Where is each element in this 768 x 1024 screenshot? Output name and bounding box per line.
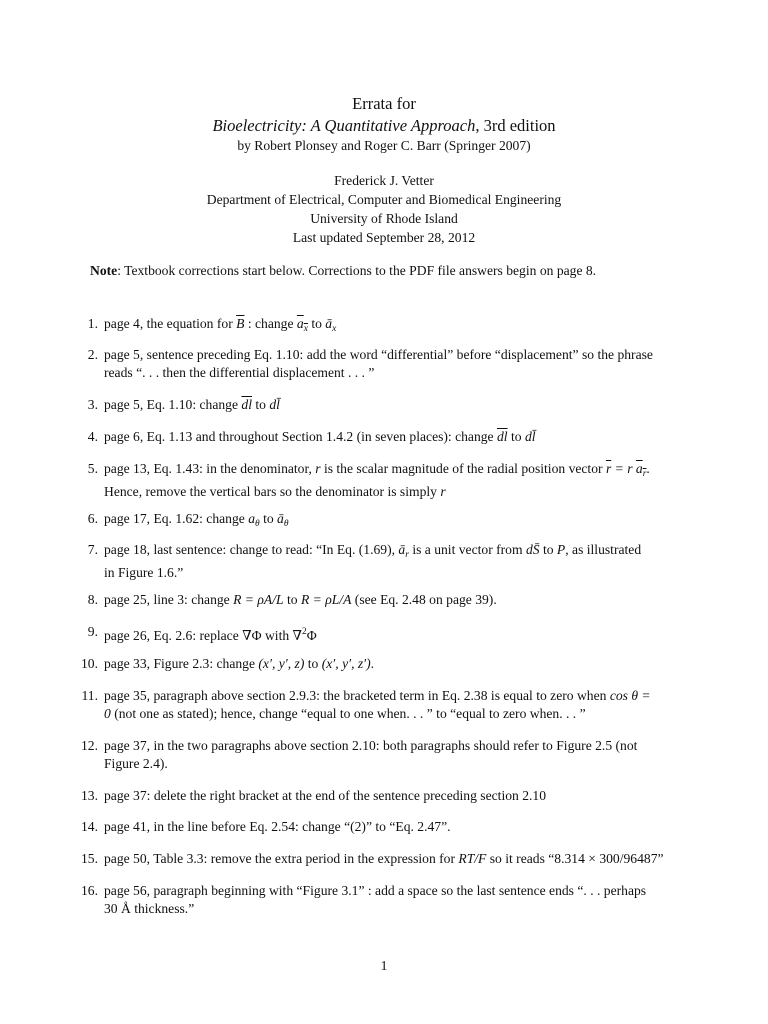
author-affiliation [0, 171, 768, 247]
page-number: 1 [380, 958, 388, 973]
errata-item: 6. page 17, Eq. 1.62: change $a_\theta$ to $ā_\theta$ [104, 510, 724, 533]
errata-item: 12. page 37, in the two paragraphs above section 2.10: both paragraphs should refer to Figure 2.5 (not Figure 2.4). [104, 737, 724, 773]
item-number: 15. [81, 851, 98, 866]
item-number: 12. [81, 738, 98, 753]
errata-author: Frederick J. Vetter [334, 173, 434, 188]
item-number: 9. [87, 624, 98, 639]
errata-item: 4. page 6, Eq. 1.13 and throughout Section 1.4.2 (in seven places): change $\overline{dl}$ to dl̄ [104, 428, 724, 446]
errata-item: 15. page 50, Table 3.3: remove the extra period in the expression for RT/F so it reads “8.314 × 300/96487” [104, 850, 724, 868]
errata-item: 2. page 5, sentence preceding Eq. 1.10: add the word “differential” before “displacement” so the phrase reads “. . . then the differential displacement . . . ” [104, 346, 724, 382]
book-edition: , 3rd edition [475, 116, 556, 135]
math-new-symbol: dl̄ [524, 429, 536, 444]
math-unit-vector: $ā_r$ [398, 542, 409, 560]
math-vector-b: $\overline{B}$ [236, 316, 245, 331]
math-new-symbol: $ā_x$ [325, 316, 337, 334]
item-number: 13. [81, 788, 98, 803]
item-number: 7. [87, 542, 98, 557]
math-expression: RT/F [458, 851, 487, 866]
math-old-coords: (x′, y′, z) [258, 656, 305, 671]
math-new-equation: R = ρL/A [300, 592, 352, 607]
item-number: 10. [81, 656, 98, 671]
item-number: 5. [87, 461, 98, 476]
errata-item: 11. page 35, paragraph above section 2.9.3: the bracketed term in Eq. 2.38 is equal to zero when cos θ = 0 (not one as stated); hence, change “equal to one when. . . ” to “equal to zero when. . . ” [104, 687, 724, 723]
math-new-coords: (x′, y′, z′) [321, 656, 371, 671]
errata-item: 1. page 4, the equation for $\overline{B}$ : change $a_x$ to $ā_x$ [104, 315, 724, 338]
errata-item: 3. page 5, Eq. 1.10: change $\overline{dl}$ to dl̄ [104, 396, 724, 414]
errata-item: 7. page 18, last sentence: change to read: “In Eq. (1.69), $ā_r$ is a unit vector from dS̄ to P, as illustrated in Figure 1.6.” [104, 541, 724, 582]
item-number: 11. [81, 688, 98, 703]
note-paragraph [90, 262, 690, 280]
math-surface-element: dS̄ [525, 542, 540, 557]
university: University of Rhode Island [310, 211, 458, 226]
errata-item: 14. page 41, in the line before Eq. 2.54: change “(2)” to “Eq. 2.47”. [104, 818, 724, 836]
errata-item: 9. page 26, Eq. 2.6: replace ∇Φ with ∇$^2$Φ [104, 623, 724, 645]
item-number: 8. [87, 592, 98, 607]
math-old-symbol: $a_\theta$ [248, 511, 260, 529]
math-old-symbol: $a_x$ [296, 316, 308, 334]
math-new-symbol: dl̄ [269, 397, 280, 412]
last-updated: Last updated September 28, 2012 [292, 230, 476, 245]
item-number: 14. [81, 819, 98, 834]
book-title: Bioelectricity: A Quantitative Approach [212, 116, 476, 135]
department: Department of Electrical, Computer and Biomedical Engineering [206, 192, 562, 207]
item-number: 16. [81, 883, 98, 898]
item-number: 2. [87, 347, 98, 362]
document-header [0, 93, 768, 155]
note-label: Note [90, 263, 118, 278]
book-authors: by Robert Plonsey and Roger C. Barr (Springer 2007) [237, 138, 531, 153]
item-number: 3. [87, 397, 98, 412]
item-number: 4. [87, 429, 98, 444]
math-position-vector: $\overline{r}$ [605, 461, 612, 476]
errata-item: 5. page 13, Eq. 1.43: in the denominator, r is the scalar magnitude of the radial position vector $\overline{r} = r$ $a_r$. Hence, remove the vertical bars so the denominator is simply r [104, 460, 724, 501]
math-unit-vector: $a_r$ [635, 461, 647, 479]
errata-item: 13. page 37: delete the right bracket at the end of the sentence preceding section 2.10 [104, 787, 724, 805]
book-title-line [0, 115, 768, 137]
math-new-symbol: $ā_\theta$ [277, 511, 289, 529]
item-number: 1. [87, 316, 98, 331]
document-title: Errata for [352, 94, 416, 113]
note-text: : Textbook corrections start below. Corrections to the PDF file answers begin on page 8. [117, 263, 597, 278]
errata-item: 8. page 25, line 3: change R = ρA/L to R = ρL/A (see Eq. 2.48 on page 39). [104, 591, 724, 609]
math-old-equation: R = ρA/L [233, 592, 284, 607]
math-old-symbol: $\overline{dl}$ [241, 397, 252, 412]
errata-item: 16. page 56, paragraph beginning with “Figure 3.1” : add a space so the last sentence ends “. . . perhaps 30 Å thickness.” [104, 882, 724, 918]
item-number: 6. [87, 511, 98, 526]
math-old-symbol: $\overline{dl}$ [496, 429, 508, 444]
errata-item: 10. page 33, Figure 2.3: change (x′, y′, z) to (x′, y′, z′). [104, 655, 724, 673]
